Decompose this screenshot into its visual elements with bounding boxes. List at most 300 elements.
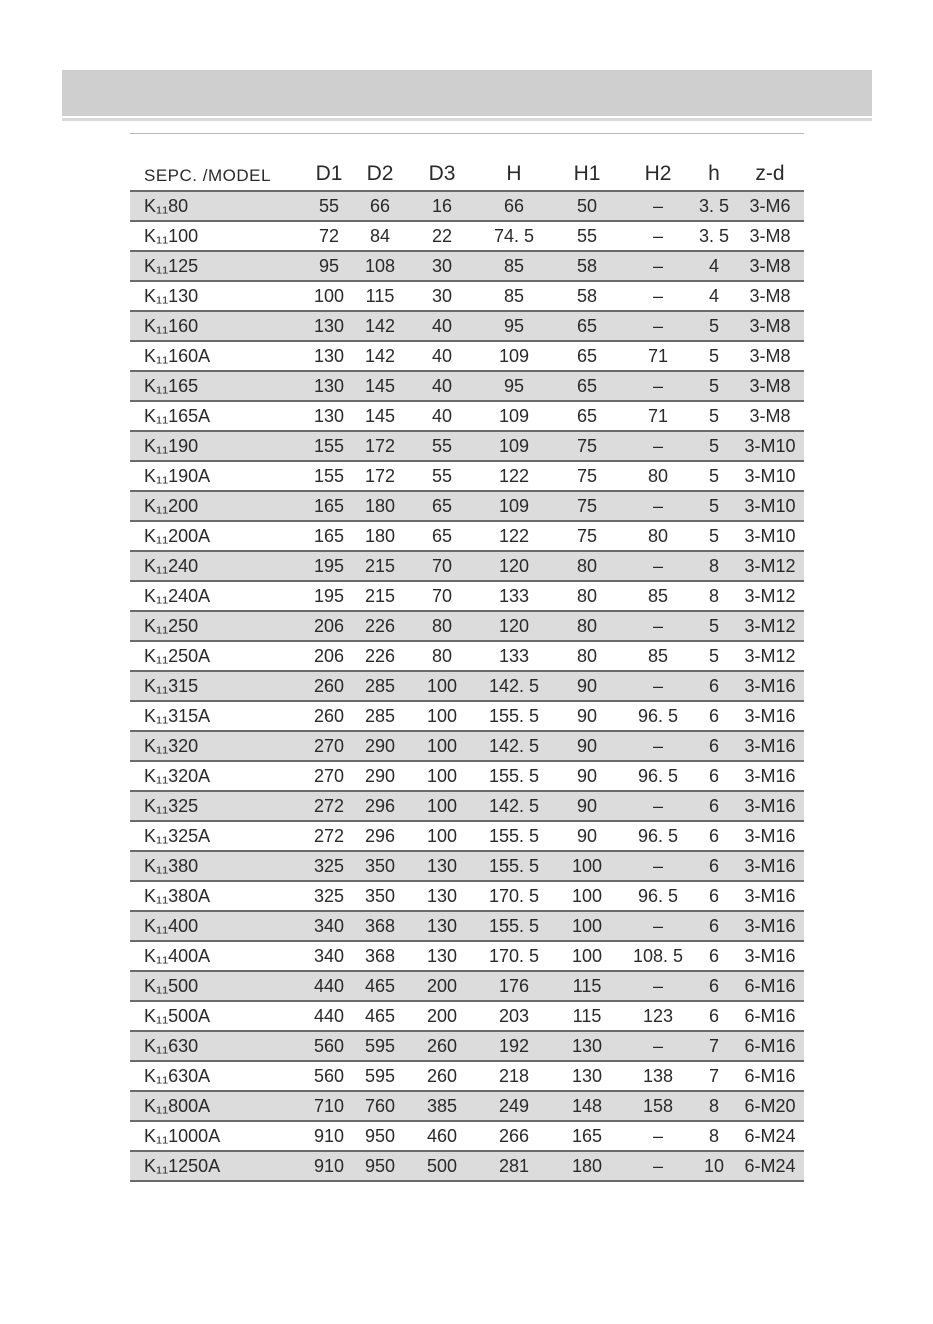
cell-d2: 145	[354, 371, 406, 401]
cell-h-lower: 5	[692, 341, 736, 371]
cell-d3: 65	[406, 521, 478, 551]
table-row	[130, 971, 804, 1001]
cell-h-lower: 5	[692, 611, 736, 641]
cell-h2: 80	[624, 521, 692, 551]
cell-z-d: 3-M16	[736, 941, 804, 971]
cell-d3: 100	[406, 731, 478, 761]
cell-z-d: 3-M10	[736, 431, 804, 461]
cell-d1: 710	[304, 1091, 354, 1121]
cell-h-upper: 109	[478, 491, 550, 521]
cell-z-d: 3-M8	[736, 281, 804, 311]
cell-z-d: 3-M10	[736, 521, 804, 551]
cell-d3: 385	[406, 1091, 478, 1121]
cell-model: K₁₁160A	[130, 341, 304, 371]
cell-d1: 560	[304, 1061, 354, 1091]
cell-h1: 90	[550, 701, 624, 731]
cell-h1: 165	[550, 1121, 624, 1151]
cell-h1: 65	[550, 311, 624, 341]
cell-h-upper: 155. 5	[478, 851, 550, 881]
cell-h-upper: 192	[478, 1031, 550, 1061]
cell-d3: 80	[406, 641, 478, 671]
cell-model: K₁₁165A	[130, 401, 304, 431]
cell-h1: 80	[550, 581, 624, 611]
cell-h-upper: 66	[478, 191, 550, 221]
cell-z-d: 3-M8	[736, 401, 804, 431]
cell-d2: 760	[354, 1091, 406, 1121]
cell-model: K₁₁165	[130, 371, 304, 401]
cell-h1: 80	[550, 641, 624, 671]
cell-model: K₁₁200A	[130, 521, 304, 551]
cell-h-upper: 120	[478, 551, 550, 581]
cell-h2: –	[624, 671, 692, 701]
cell-h-upper: 122	[478, 461, 550, 491]
cell-d2: 142	[354, 341, 406, 371]
table-row	[130, 1001, 804, 1031]
table-row	[130, 671, 804, 701]
cell-model: K₁₁240	[130, 551, 304, 581]
cell-model: K₁₁1250A	[130, 1151, 304, 1181]
column-header-z-d: z-d	[736, 134, 804, 192]
cell-d3: 40	[406, 401, 478, 431]
cell-z-d: 3-M12	[736, 641, 804, 671]
cell-h-lower: 8	[692, 551, 736, 581]
cell-h2: –	[624, 431, 692, 461]
cell-d2: 66	[354, 191, 406, 221]
cell-z-d: 3-M8	[736, 311, 804, 341]
table-row	[130, 491, 804, 521]
cell-h-lower: 3. 5	[692, 191, 736, 221]
cell-h2: 108. 5	[624, 941, 692, 971]
table-body	[130, 191, 804, 1181]
cell-h2: –	[624, 851, 692, 881]
cell-h1: 80	[550, 611, 624, 641]
cell-h2: 96. 5	[624, 821, 692, 851]
cell-h2: –	[624, 1151, 692, 1181]
cell-z-d: 3-M10	[736, 491, 804, 521]
column-header-h-upper: H	[478, 134, 550, 192]
cell-d1: 440	[304, 1001, 354, 1031]
cell-d2: 368	[354, 941, 406, 971]
cell-d3: 16	[406, 191, 478, 221]
cell-h2: 158	[624, 1091, 692, 1121]
table-row	[130, 881, 804, 911]
cell-h1: 65	[550, 401, 624, 431]
table-row	[130, 401, 804, 431]
cell-model: K₁₁500	[130, 971, 304, 1001]
cell-d1: 272	[304, 821, 354, 851]
cell-model: K₁₁630	[130, 1031, 304, 1061]
cell-d1: 155	[304, 431, 354, 461]
cell-z-d: 6-M20	[736, 1091, 804, 1121]
table-row	[130, 311, 804, 341]
cell-d1: 95	[304, 251, 354, 281]
cell-model: K₁₁200	[130, 491, 304, 521]
table-row	[130, 1121, 804, 1151]
cell-h-upper: 142. 5	[478, 791, 550, 821]
cell-model: K₁₁400	[130, 911, 304, 941]
cell-d3: 100	[406, 821, 478, 851]
cell-d2: 285	[354, 671, 406, 701]
cell-h2: –	[624, 281, 692, 311]
cell-h1: 65	[550, 371, 624, 401]
cell-d2: 180	[354, 491, 406, 521]
cell-d2: 115	[354, 281, 406, 311]
cell-d1: 130	[304, 341, 354, 371]
cell-z-d: 3-M16	[736, 671, 804, 701]
cell-h-lower: 5	[692, 491, 736, 521]
cell-h2: –	[624, 371, 692, 401]
cell-z-d: 3-M8	[736, 221, 804, 251]
cell-h1: 58	[550, 251, 624, 281]
cell-d1: 130	[304, 401, 354, 431]
column-header-h1: H1	[550, 134, 624, 192]
cell-z-d: 3-M16	[736, 731, 804, 761]
cell-h-lower: 6	[692, 761, 736, 791]
cell-d3: 100	[406, 701, 478, 731]
cell-d1: 340	[304, 941, 354, 971]
cell-h1: 90	[550, 821, 624, 851]
cell-d3: 260	[406, 1031, 478, 1061]
table-row	[130, 641, 804, 671]
cell-d1: 260	[304, 701, 354, 731]
cell-d2: 350	[354, 881, 406, 911]
cell-z-d: 3-M16	[736, 821, 804, 851]
cell-d3: 30	[406, 251, 478, 281]
cell-h1: 90	[550, 731, 624, 761]
cell-h-lower: 6	[692, 701, 736, 731]
cell-d1: 72	[304, 221, 354, 251]
cell-h-lower: 8	[692, 1121, 736, 1151]
cell-z-d: 3-M16	[736, 851, 804, 881]
cell-z-d: 6-M16	[736, 1001, 804, 1031]
cell-h-upper: 170. 5	[478, 941, 550, 971]
cell-d3: 130	[406, 911, 478, 941]
cell-d2: 465	[354, 971, 406, 1001]
cell-d3: 55	[406, 461, 478, 491]
cell-d1: 155	[304, 461, 354, 491]
cell-d3: 200	[406, 971, 478, 1001]
cell-d2: 285	[354, 701, 406, 731]
cell-h1: 90	[550, 791, 624, 821]
cell-d2: 142	[354, 311, 406, 341]
cell-h2: 123	[624, 1001, 692, 1031]
cell-d3: 100	[406, 761, 478, 791]
cell-h2: 96. 5	[624, 701, 692, 731]
cell-h-upper: 203	[478, 1001, 550, 1031]
cell-d2: 172	[354, 431, 406, 461]
cell-d1: 270	[304, 731, 354, 761]
cell-h-upper: 120	[478, 611, 550, 641]
cell-z-d: 6-M24	[736, 1151, 804, 1181]
cell-model: K₁₁325A	[130, 821, 304, 851]
table-row	[130, 1061, 804, 1091]
cell-d3: 70	[406, 581, 478, 611]
column-header-d3: D3	[406, 134, 478, 192]
header-divider	[62, 118, 872, 121]
cell-z-d: 3-M8	[736, 341, 804, 371]
cell-d1: 100	[304, 281, 354, 311]
cell-d2: 296	[354, 821, 406, 851]
cell-d2: 108	[354, 251, 406, 281]
cell-d2: 226	[354, 611, 406, 641]
cell-h-lower: 5	[692, 461, 736, 491]
cell-model: K₁₁240A	[130, 581, 304, 611]
cell-h-upper: 85	[478, 281, 550, 311]
cell-d1: 340	[304, 911, 354, 941]
cell-h1: 75	[550, 491, 624, 521]
cell-d2: 595	[354, 1031, 406, 1061]
cell-h-lower: 6	[692, 971, 736, 1001]
cell-h1: 130	[550, 1061, 624, 1091]
cell-z-d: 3-M16	[736, 761, 804, 791]
cell-model: K₁₁190	[130, 431, 304, 461]
cell-h1: 100	[550, 881, 624, 911]
cell-model: K₁₁160	[130, 311, 304, 341]
cell-model: K₁₁500A	[130, 1001, 304, 1031]
cell-h-upper: 249	[478, 1091, 550, 1121]
cell-h-lower: 4	[692, 281, 736, 311]
cell-model: K₁₁400A	[130, 941, 304, 971]
cell-h1: 148	[550, 1091, 624, 1121]
cell-h-upper: 170. 5	[478, 881, 550, 911]
cell-h2: –	[624, 191, 692, 221]
cell-z-d: 6-M16	[736, 971, 804, 1001]
cell-h-upper: 155. 5	[478, 821, 550, 851]
cell-d1: 260	[304, 671, 354, 701]
cell-h-lower: 6	[692, 941, 736, 971]
column-header-h2: H2	[624, 134, 692, 192]
cell-z-d: 3-M6	[736, 191, 804, 221]
cell-d2: 226	[354, 641, 406, 671]
table-header-row	[130, 134, 804, 192]
cell-d3: 40	[406, 341, 478, 371]
cell-z-d: 3-M12	[736, 611, 804, 641]
cell-d1: 325	[304, 881, 354, 911]
cell-d1: 195	[304, 551, 354, 581]
cell-model: K₁₁325	[130, 791, 304, 821]
cell-h-lower: 7	[692, 1031, 736, 1061]
cell-h-lower: 6	[692, 821, 736, 851]
cell-d2: 950	[354, 1121, 406, 1151]
cell-h-upper: 218	[478, 1061, 550, 1091]
cell-h-upper: 109	[478, 401, 550, 431]
cell-d3: 65	[406, 491, 478, 521]
table-row	[130, 611, 804, 641]
cell-h2: –	[624, 251, 692, 281]
cell-h1: 55	[550, 221, 624, 251]
cell-h1: 180	[550, 1151, 624, 1181]
cell-h2: 71	[624, 401, 692, 431]
cell-model: K₁₁250A	[130, 641, 304, 671]
cell-h-upper: 281	[478, 1151, 550, 1181]
cell-h2: –	[624, 731, 692, 761]
cell-h1: 80	[550, 551, 624, 581]
cell-h2: –	[624, 1121, 692, 1151]
cell-h-lower: 6	[692, 731, 736, 761]
cell-d2: 84	[354, 221, 406, 251]
cell-h1: 75	[550, 521, 624, 551]
cell-model: K₁₁1000A	[130, 1121, 304, 1151]
cell-z-d: 3-M8	[736, 251, 804, 281]
spec-table	[130, 133, 804, 1182]
table-row	[130, 191, 804, 221]
cell-h2: 71	[624, 341, 692, 371]
cell-d1: 206	[304, 641, 354, 671]
cell-d3: 30	[406, 281, 478, 311]
table-row	[130, 431, 804, 461]
cell-h-upper: 155. 5	[478, 701, 550, 731]
cell-h2: –	[624, 911, 692, 941]
cell-d3: 70	[406, 551, 478, 581]
cell-h1: 75	[550, 431, 624, 461]
cell-d2: 595	[354, 1061, 406, 1091]
cell-d3: 100	[406, 671, 478, 701]
header-bar	[62, 70, 872, 116]
cell-d2: 215	[354, 551, 406, 581]
cell-h-lower: 5	[692, 311, 736, 341]
cell-model: K₁₁315	[130, 671, 304, 701]
cell-model: K₁₁320A	[130, 761, 304, 791]
cell-h-lower: 4	[692, 251, 736, 281]
cell-h-lower: 5	[692, 521, 736, 551]
cell-h-lower: 6	[692, 1001, 736, 1031]
cell-d3: 130	[406, 941, 478, 971]
cell-d3: 460	[406, 1121, 478, 1151]
table-row	[130, 731, 804, 761]
cell-d1: 910	[304, 1151, 354, 1181]
cell-h-upper: 85	[478, 251, 550, 281]
cell-h2: 85	[624, 581, 692, 611]
cell-d3: 260	[406, 1061, 478, 1091]
cell-d3: 22	[406, 221, 478, 251]
table-row	[130, 791, 804, 821]
cell-model: K₁₁320	[130, 731, 304, 761]
cell-h2: –	[624, 1031, 692, 1061]
cell-d1: 270	[304, 761, 354, 791]
table-row	[130, 251, 804, 281]
cell-h2: 85	[624, 641, 692, 671]
cell-model: K₁₁380	[130, 851, 304, 881]
cell-z-d: 3-M10	[736, 461, 804, 491]
cell-h-upper: 122	[478, 521, 550, 551]
cell-d2: 296	[354, 791, 406, 821]
table-row	[130, 581, 804, 611]
cell-h-lower: 6	[692, 671, 736, 701]
table-row	[130, 911, 804, 941]
cell-h-lower: 3. 5	[692, 221, 736, 251]
table-row	[130, 1091, 804, 1121]
cell-h2: 96. 5	[624, 761, 692, 791]
cell-h2: 96. 5	[624, 881, 692, 911]
cell-d2: 180	[354, 521, 406, 551]
table-row	[130, 551, 804, 581]
cell-model: K₁₁100	[130, 221, 304, 251]
cell-h-lower: 8	[692, 581, 736, 611]
cell-d3: 200	[406, 1001, 478, 1031]
cell-d1: 560	[304, 1031, 354, 1061]
cell-d1: 272	[304, 791, 354, 821]
table-row	[130, 461, 804, 491]
cell-h-upper: 109	[478, 431, 550, 461]
cell-model: K₁₁130	[130, 281, 304, 311]
cell-h1: 90	[550, 761, 624, 791]
cell-h-upper: 142. 5	[478, 671, 550, 701]
table-row	[130, 941, 804, 971]
cell-d3: 80	[406, 611, 478, 641]
cell-h-upper: 176	[478, 971, 550, 1001]
cell-z-d: 3-M16	[736, 791, 804, 821]
cell-h2: –	[624, 791, 692, 821]
cell-z-d: 3-M12	[736, 551, 804, 581]
cell-h-lower: 5	[692, 431, 736, 461]
cell-h-upper: 109	[478, 341, 550, 371]
cell-z-d: 3-M8	[736, 371, 804, 401]
cell-z-d: 3-M16	[736, 701, 804, 731]
cell-h2: –	[624, 311, 692, 341]
cell-d1: 130	[304, 311, 354, 341]
column-header-d2: D2	[354, 134, 406, 192]
cell-h1: 130	[550, 1031, 624, 1061]
cell-d2: 950	[354, 1151, 406, 1181]
cell-d1: 165	[304, 491, 354, 521]
cell-d2: 290	[354, 731, 406, 761]
cell-d3: 500	[406, 1151, 478, 1181]
cell-h2: –	[624, 971, 692, 1001]
cell-h-upper: 133	[478, 581, 550, 611]
cell-model: K₁₁380A	[130, 881, 304, 911]
cell-h2: –	[624, 221, 692, 251]
table-row	[130, 821, 804, 851]
cell-model: K₁₁315A	[130, 701, 304, 731]
cell-h2: –	[624, 491, 692, 521]
cell-h-lower: 5	[692, 641, 736, 671]
cell-h1: 50	[550, 191, 624, 221]
cell-h-upper: 142. 5	[478, 731, 550, 761]
table-row	[130, 371, 804, 401]
cell-h-lower: 6	[692, 881, 736, 911]
cell-h-upper: 155. 5	[478, 911, 550, 941]
cell-d3: 55	[406, 431, 478, 461]
cell-d1: 130	[304, 371, 354, 401]
cell-h1: 75	[550, 461, 624, 491]
cell-z-d: 6-M16	[736, 1061, 804, 1091]
cell-h-lower: 7	[692, 1061, 736, 1091]
cell-d2: 172	[354, 461, 406, 491]
cell-model: K₁₁80	[130, 191, 304, 221]
cell-d1: 55	[304, 191, 354, 221]
cell-d1: 440	[304, 971, 354, 1001]
table-row	[130, 341, 804, 371]
cell-h-upper: 95	[478, 311, 550, 341]
table-row	[130, 761, 804, 791]
cell-h-upper: 155. 5	[478, 761, 550, 791]
cell-h2: 80	[624, 461, 692, 491]
cell-z-d: 6-M24	[736, 1121, 804, 1151]
cell-d1: 165	[304, 521, 354, 551]
cell-h1: 115	[550, 971, 624, 1001]
cell-d2: 350	[354, 851, 406, 881]
cell-d2: 465	[354, 1001, 406, 1031]
column-header-model: SEPC. /MODEL	[130, 134, 304, 192]
table-row	[130, 851, 804, 881]
cell-h-lower: 5	[692, 401, 736, 431]
table-row	[130, 521, 804, 551]
table-row	[130, 701, 804, 731]
table-row	[130, 1031, 804, 1061]
cell-d2: 215	[354, 581, 406, 611]
cell-model: K₁₁800A	[130, 1091, 304, 1121]
table-row	[130, 221, 804, 251]
